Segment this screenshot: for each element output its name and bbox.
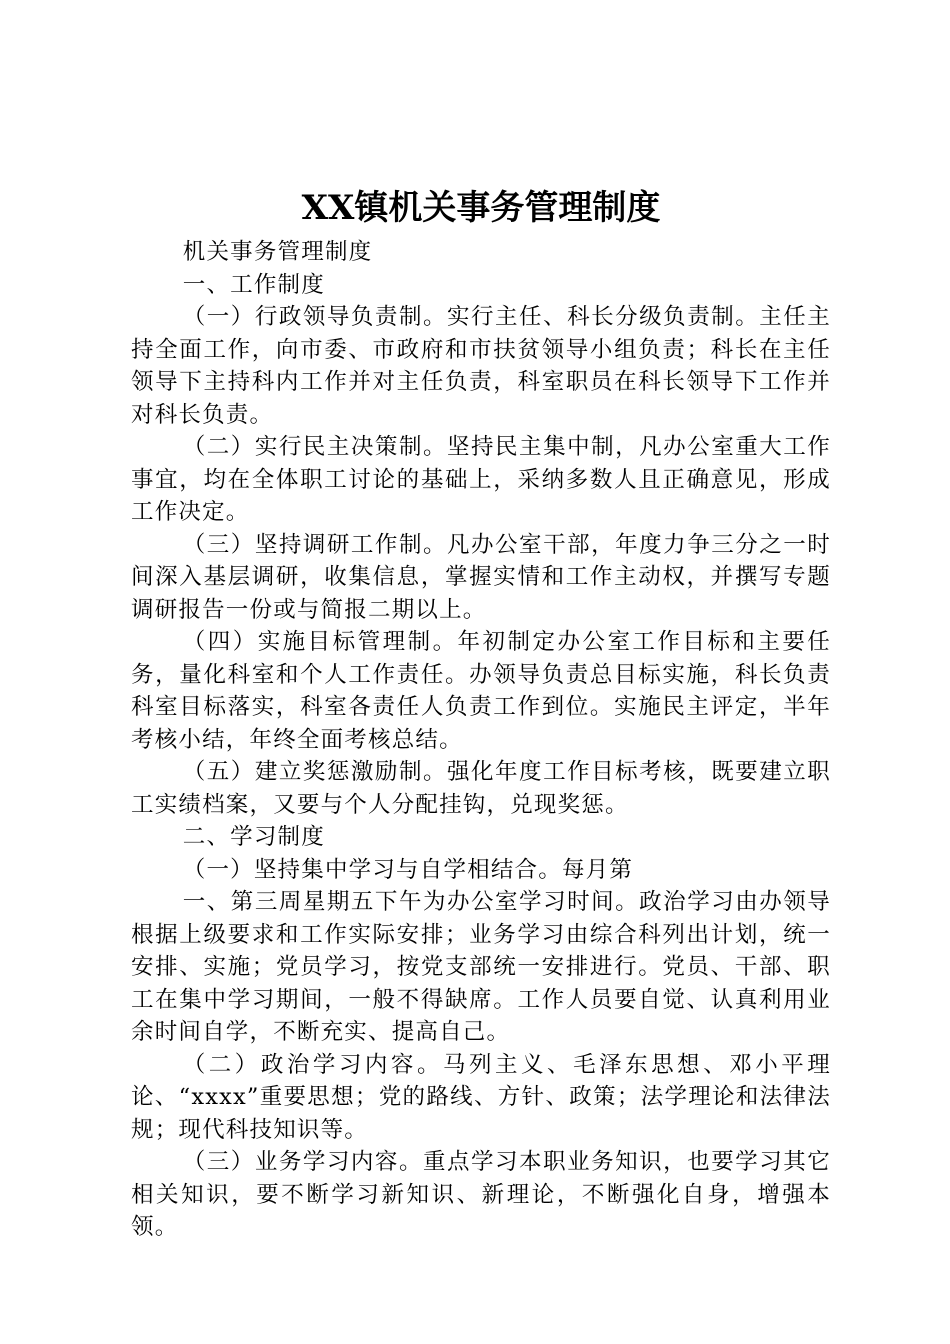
section-heading-work-system: 一、工作制度 [182, 271, 325, 298]
document-title: XX镇机关事务管理制度 [301, 188, 661, 228]
document-body [131, 236, 831, 1244]
paragraph-political-study: （二）政治学习内容。马列主义、毛泽东思想、邓小平理论、“xxxx”重要思想；党的路线、方针、政策；法学理论和法律法规；现代科技知识等。 [131, 1051, 831, 1143]
paragraph-study-schedule: 一、第三周星期五下午为办公室学习时间。政治学习由办领导根据上级要求和工作实际安排；业务学习由综合科列出计划，统一安排、实施；党员学习，按党支部统一安排进行。党员、干部、职工在集中学习期间，一般不得缺席。工作人员要自觉、认真利用业余时间自学，不断充实、提高自己。 [131, 889, 831, 1045]
paragraph-reward-punishment: （五）建立奖惩激励制。强化年度工作目标考核，既要建立职工实绩档案，又要与个人分配挂钩，兑现奖惩。 [131, 759, 831, 818]
paragraph-democratic-decision: （二）实行民主决策制。坚持民主集中制，凡办公室重大工作事宜，均在全体职工讨论的基础上，采纳多数人且正确意见，形成工作决定。 [131, 434, 831, 525]
paragraph-admin-leadership: （一）行政领导负责制。实行主任、科长分级负责制。主任主持全面工作，向市委、市政府和市扶贫领导小组负责；科长在主任领导下主持科内工作并对主任负责，科室职员在科长领导下工作并对科长负责。 [131, 304, 831, 428]
paragraph-research-system: （三）坚持调研工作制。凡办公室干部，年度力争三分之一时间深入基层调研，收集信息，掌握实情和工作主动权，并撰写专题调研报告一份或与简报二期以上。 [131, 531, 831, 623]
section-heading-study-system: 二、学习制度 [182, 824, 325, 850]
paragraph-target-management: （四）实施目标管理制。年初制定办公室工作目标和主要任务，量化科室和个人工作责任。办领导负责总目标实施，科长负责科室目标落实，科室各责任人负责工作到位。实施民主评定，半年考核小结，年终全面考核总结。 [131, 629, 831, 753]
paragraph-business-study: （三）业务学习内容。重点学习本职业务知识，也要学习其它相关知识，要不断学习新知识、新理论，不断强化自身，增强本领。 [131, 1149, 831, 1240]
paragraph-subtitle: 机关事务管理制度 [182, 239, 373, 265]
paragraph-collective-study: （一）坚持集中学习与自学相结合。每月第 [182, 856, 634, 883]
